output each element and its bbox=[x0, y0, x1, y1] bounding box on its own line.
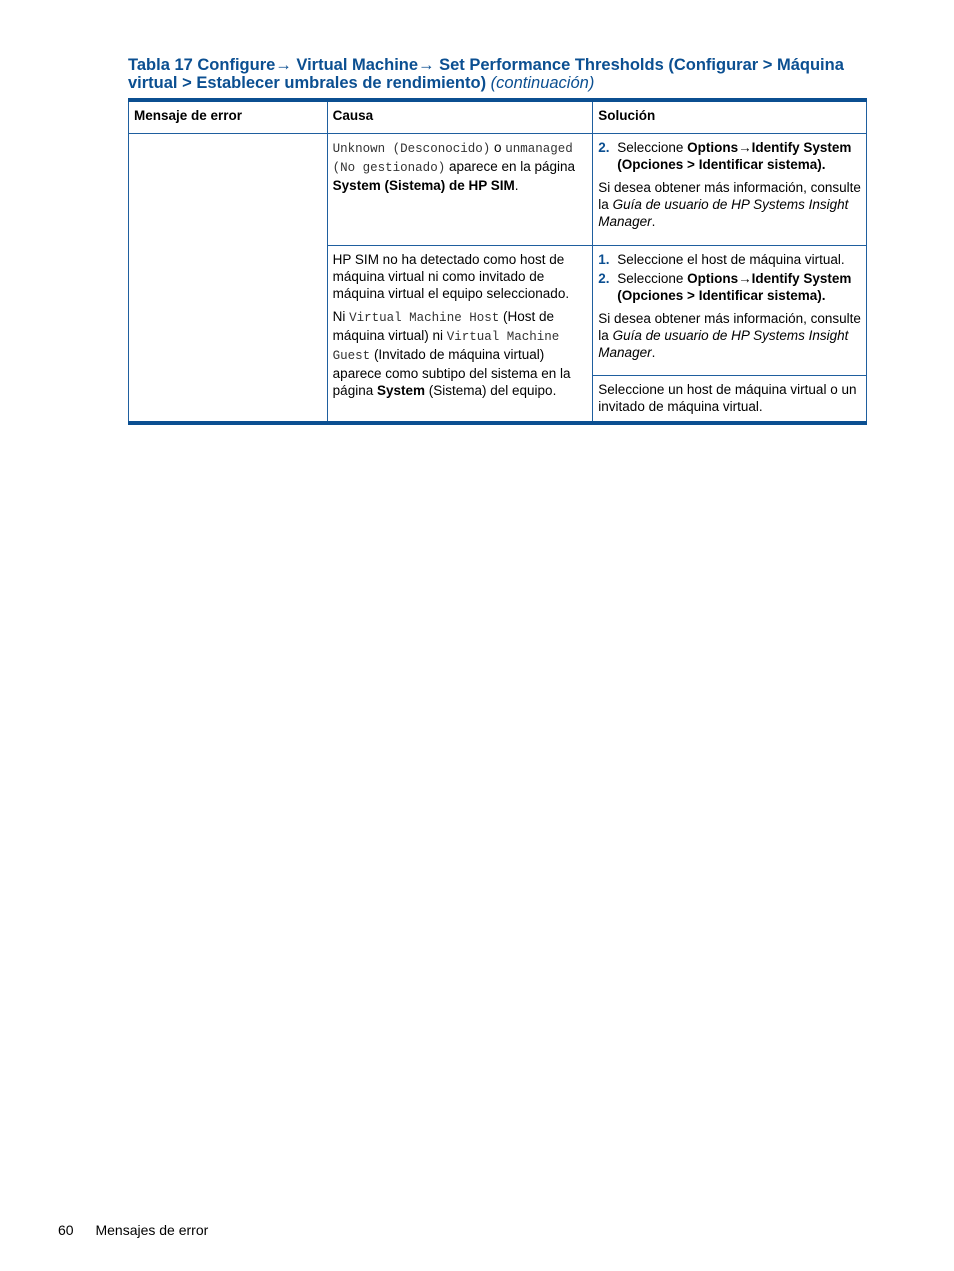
code-unmanaged: unmanaged (No gestionado) bbox=[332, 142, 573, 175]
cause-paragraph bbox=[333, 308, 589, 399]
step-bold: Options→Identify System (Opciones > Identificar sistema). bbox=[617, 271, 852, 303]
step-text: Seleccione el host de máquina virtual. bbox=[617, 252, 845, 267]
cause-text: aparece en la página bbox=[445, 159, 576, 174]
cause-bold-system: System bbox=[376, 383, 425, 398]
solution-cell: Seleccione un host de máquina virtual o un invitado de máquina virtual. bbox=[593, 376, 867, 424]
code-vm-guest: Virtual Machine Guest bbox=[332, 330, 560, 363]
step-number: 2. bbox=[598, 271, 610, 286]
info-text: Si desea obtener más información, consulte la bbox=[598, 180, 861, 212]
info-end: . bbox=[651, 214, 656, 229]
header-solucion: Solución bbox=[593, 100, 867, 134]
cause-bold: System (Sistema) de HP SIM bbox=[332, 178, 515, 193]
cause-connector: o bbox=[490, 140, 506, 155]
solution-steps bbox=[598, 251, 862, 304]
host-label: (Host de máquina virtual) ni bbox=[332, 309, 554, 343]
solution-info bbox=[598, 179, 862, 230]
error-message-cell bbox=[129, 134, 328, 424]
code-unknown: Unknown (Desconocido) bbox=[332, 142, 491, 156]
table-header-row bbox=[129, 100, 867, 134]
solution-step bbox=[598, 139, 862, 173]
table-title: Tabla 17 Configure→ Virtual Machine→ Set Performance Thresholds (Configurar > Máquina virtual > Establecer umbrales de rendimiento) bbox=[128, 56, 844, 92]
step-number: 1. bbox=[598, 252, 610, 267]
info-guide: Guía de usuario de HP Systems Insight Manager bbox=[598, 328, 849, 360]
table-continuation: (continuación) bbox=[490, 74, 595, 92]
table-caption bbox=[128, 56, 848, 92]
header-causa: Causa bbox=[327, 100, 593, 134]
solution-info bbox=[598, 310, 862, 361]
info-text: Si desea obtener más información, consulte la bbox=[598, 311, 861, 343]
step-number: 2. bbox=[598, 140, 610, 155]
step-text: Seleccione bbox=[617, 140, 688, 155]
solution-step bbox=[598, 270, 862, 304]
guest-label: (Invitado de máquina virtual) aparece como subtipo del sistema en la página bbox=[332, 347, 571, 398]
header-mensaje: Mensaje de error bbox=[129, 100, 328, 134]
code-vm-host: Virtual Machine Host bbox=[349, 311, 500, 325]
solution-cell bbox=[593, 246, 867, 376]
cause-end: (Sistema) del equipo. bbox=[425, 383, 557, 398]
solution-steps bbox=[598, 139, 862, 173]
info-guide: Guía de usuario de HP Systems Insight Manager bbox=[598, 197, 849, 229]
solution-step bbox=[598, 251, 862, 268]
cause-cell bbox=[327, 246, 593, 424]
solution-cell bbox=[593, 134, 867, 246]
page-number: 60 bbox=[58, 1222, 74, 1238]
table-row bbox=[129, 134, 867, 246]
cause-end: . bbox=[514, 178, 519, 193]
footer-section: Mensajes de error bbox=[95, 1222, 209, 1238]
cause-paragraph: HP SIM no ha detectado como host de máquina virtual ni como invitado de máquina virtual el equipo seleccionado. bbox=[332, 252, 570, 301]
cause-ni: Ni bbox=[332, 309, 350, 324]
step-text: Seleccione bbox=[617, 271, 688, 286]
info-end: . bbox=[651, 345, 656, 360]
page-footer bbox=[58, 1222, 226, 1238]
error-table bbox=[128, 98, 867, 425]
cause-cell bbox=[327, 134, 593, 246]
step-bold: Options→Identify System (Opciones > Identificar sistema). bbox=[617, 140, 852, 172]
